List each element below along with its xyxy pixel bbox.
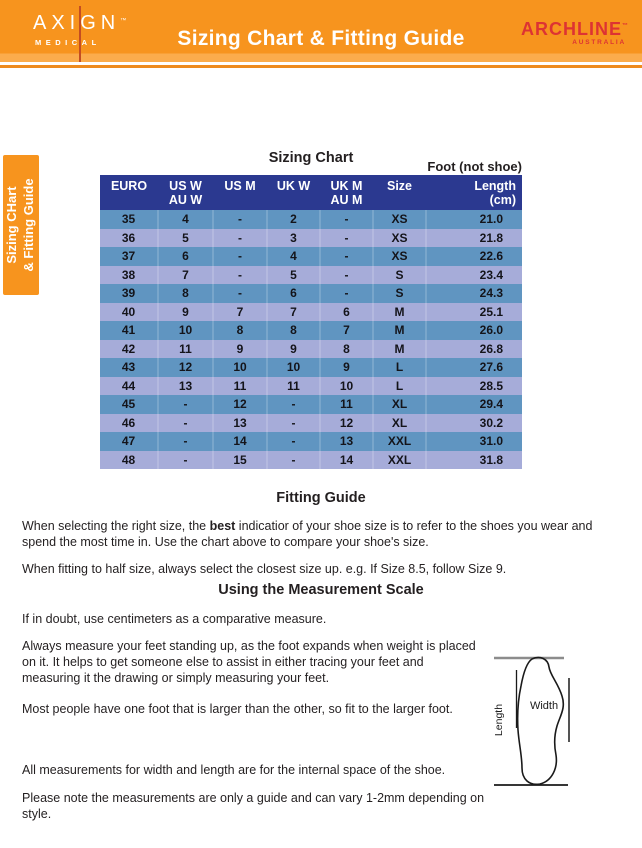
side-tab [3, 155, 39, 295]
table-cell: 37 [121, 249, 136, 264]
table-cell: 42 [121, 341, 136, 356]
header-divider-line [0, 65, 642, 68]
table-cell: 13 [320, 432, 373, 451]
archline-logo [521, 20, 628, 46]
table-cell: 10 [213, 358, 267, 377]
p1-text-a: When selecting the right size, the [22, 519, 210, 533]
table-cell: 45 [121, 397, 136, 412]
table-cell: 13 [158, 377, 213, 396]
column-header: UK M AU M [320, 175, 373, 210]
table-cell: 14 [213, 432, 267, 451]
table-cell: 8 [320, 340, 373, 359]
table-cell: 22.6 [426, 247, 522, 266]
table-cell: 12 [320, 414, 373, 433]
table-header-row [100, 175, 522, 210]
side-tab-line2: & Fitting Guide [21, 178, 36, 272]
table-cell: 29.4 [426, 395, 522, 414]
measurement-paragraph-2: Always measure your feet standing up, as the foot expands when weight is placed on it. It helps to get someone else to assist in either tracing your feet and measuring it the drawing or simply measuring your feet. [22, 639, 476, 685]
table-cell: 21.8 [426, 229, 522, 248]
table-cell: 7 [158, 266, 213, 285]
fitting-guide-paragraph-2: When fitting to half size, always select the closest size up. e.g. If Size 8.5, follow Size 9. [22, 562, 507, 576]
table-cell: 8 [213, 321, 267, 340]
table-cell: 7 [267, 303, 320, 322]
axign-trademark: ™ [120, 18, 127, 24]
page-title: Sizing Chart & Fitting Guide [177, 27, 465, 50]
measurement-paragraph-4: All measurements for width and length are for the internal space of the shoe. [22, 763, 446, 777]
table-cell: 44 [121, 378, 136, 393]
axign-brand-sub: MEDICAL [35, 38, 101, 47]
table-cell: - [213, 210, 267, 229]
table-cell: 23.4 [426, 266, 522, 285]
length-label: Length [493, 703, 505, 737]
table-cell: XL [373, 414, 426, 433]
table-cell: 5 [158, 229, 213, 248]
table-cell: 43 [121, 360, 136, 375]
sizing-chart-title: Sizing Chart [268, 150, 354, 166]
table-cell: 8 [267, 321, 320, 340]
table-row [100, 432, 522, 451]
table-cell: XL [373, 395, 426, 414]
column-header: EURO [100, 175, 158, 210]
header-banner [0, 0, 642, 62]
table-cell: - [320, 210, 373, 229]
width-label: Width [529, 700, 559, 712]
table-cell: - [213, 247, 267, 266]
table-cell: M [373, 321, 426, 340]
table-cell: - [213, 284, 267, 303]
table-row [100, 340, 522, 359]
table-cell: 41 [121, 323, 136, 338]
table-cell: 7 [213, 303, 267, 322]
table-row [100, 358, 522, 377]
foot-not-shoe-label: Foot (not shoe) [427, 159, 522, 174]
table-cell: 4 [158, 210, 213, 229]
table-row [100, 303, 522, 322]
table-cell: - [267, 395, 320, 414]
table-cell: 31.0 [426, 432, 522, 451]
table-cell: 7 [320, 321, 373, 340]
table-cell: 31.8 [426, 451, 522, 470]
table-cell: 36 [121, 230, 136, 245]
table-row [100, 451, 522, 470]
table-cell: - [320, 247, 373, 266]
fitting-guide-heading: Fitting Guide [276, 490, 366, 506]
table-cell: - [320, 266, 373, 285]
table-cell: 6 [158, 247, 213, 266]
table-row [100, 229, 522, 248]
table-cell: - [213, 229, 267, 248]
table-cell: 47 [121, 434, 136, 449]
table-cell: 9 [320, 358, 373, 377]
table-row [100, 414, 522, 433]
table-cell: 46 [121, 415, 136, 430]
side-tab-line1: Sizing CHart [4, 186, 19, 264]
table-cell: 2 [267, 210, 320, 229]
table-cell: 10 [320, 377, 373, 396]
archline-text: ARCHLINE [521, 19, 622, 39]
column-header: Length (cm) [426, 175, 522, 210]
table-cell: - [213, 266, 267, 285]
measurement-paragraph-3: Most people have one foot that is larger than the other, so fit to the larger foot. [22, 702, 453, 716]
table-cell: 9 [158, 303, 213, 322]
column-header: US W AU W [158, 175, 213, 210]
sizing-table [100, 175, 522, 469]
table-cell: 9 [267, 340, 320, 359]
p1-text-b: indicatior of your shoe size is to refer to the shoes you wear and spend the most time in. Use the chart above to compare your shoe's size. [22, 519, 593, 549]
table-row [100, 321, 522, 340]
axign-text: AXIGN [33, 12, 121, 34]
table-cell: 28.5 [426, 377, 522, 396]
p1-text-bold: best [209, 519, 236, 533]
table-cell: 13 [213, 414, 267, 433]
table-cell: M [373, 303, 426, 322]
table-cell: - [320, 284, 373, 303]
table-cell: 8 [158, 284, 213, 303]
table-cell: L [373, 377, 426, 396]
measurement-heading: Using the Measurement Scale [218, 582, 424, 598]
column-header: UK W [267, 175, 320, 210]
measurement-paragraph-5: Please note the measurements are only a guide and can vary 1-2mm depending on style. [22, 791, 485, 821]
table-cell: 30.2 [426, 414, 522, 433]
table-cell: L [373, 358, 426, 377]
table-cell: 40 [121, 304, 136, 319]
table-cell: 26.0 [426, 321, 522, 340]
table-cell: 11 [267, 377, 320, 396]
foot-outline [518, 657, 564, 784]
table-cell: - [158, 395, 213, 414]
table-row [100, 266, 522, 285]
archline-brand-name [521, 20, 628, 38]
table-cell: 48 [121, 452, 136, 467]
table-row [100, 395, 522, 414]
table-cell: 39 [121, 286, 136, 301]
table-cell: - [158, 432, 213, 451]
archline-trademark: ™ [622, 23, 628, 29]
table-cell: - [158, 414, 213, 433]
table-cell: 27.6 [426, 358, 522, 377]
table-row [100, 377, 522, 396]
table-cell: - [158, 451, 213, 470]
table-cell: 38 [121, 267, 136, 282]
fitting-guide-paragraph-1 [22, 518, 620, 550]
table-cell: 6 [267, 284, 320, 303]
table-cell: 6 [320, 303, 373, 322]
table-row [100, 247, 522, 266]
table-cell: M [373, 340, 426, 359]
table-cell: 25.1 [426, 303, 522, 322]
table-cell: S [373, 266, 426, 285]
table-cell: 14 [320, 451, 373, 470]
table-cell: 10 [267, 358, 320, 377]
table-cell: - [267, 451, 320, 470]
table-cell: - [267, 432, 320, 451]
table-row [100, 210, 522, 229]
table-cell: XS [373, 247, 426, 266]
table-cell: 9 [213, 340, 267, 359]
measurement-paragraph-1: If in doubt, use centimeters as a comparative measure. [22, 612, 327, 626]
table-cell: 35 [121, 212, 136, 227]
table-cell: 12 [213, 395, 267, 414]
table-cell: 21.0 [426, 210, 522, 229]
table-cell: 5 [267, 266, 320, 285]
table-cell: 4 [267, 247, 320, 266]
foot-measurement-diagram [488, 648, 642, 793]
table-cell: XS [373, 210, 426, 229]
table-body [100, 210, 522, 469]
table-cell: 12 [158, 358, 213, 377]
table-cell: 15 [213, 451, 267, 470]
table-row [100, 284, 522, 303]
table-cell: - [320, 229, 373, 248]
table-cell: - [267, 414, 320, 433]
archline-brand-sub: AUSTRALIA [572, 39, 626, 46]
table-cell: 3 [267, 229, 320, 248]
table-cell: 26.8 [426, 340, 522, 359]
table-cell: XXL [373, 451, 426, 470]
column-header: US M [213, 175, 267, 210]
table-cell: 11 [213, 377, 267, 396]
table-cell: XS [373, 229, 426, 248]
table-cell: 10 [158, 321, 213, 340]
table-cell: S [373, 284, 426, 303]
table-cell: 11 [320, 395, 373, 414]
table-cell: XXL [373, 432, 426, 451]
table-cell: 24.3 [426, 284, 522, 303]
column-header: Size [373, 175, 426, 210]
side-tab-label [3, 155, 39, 295]
table-cell: 11 [158, 340, 213, 359]
